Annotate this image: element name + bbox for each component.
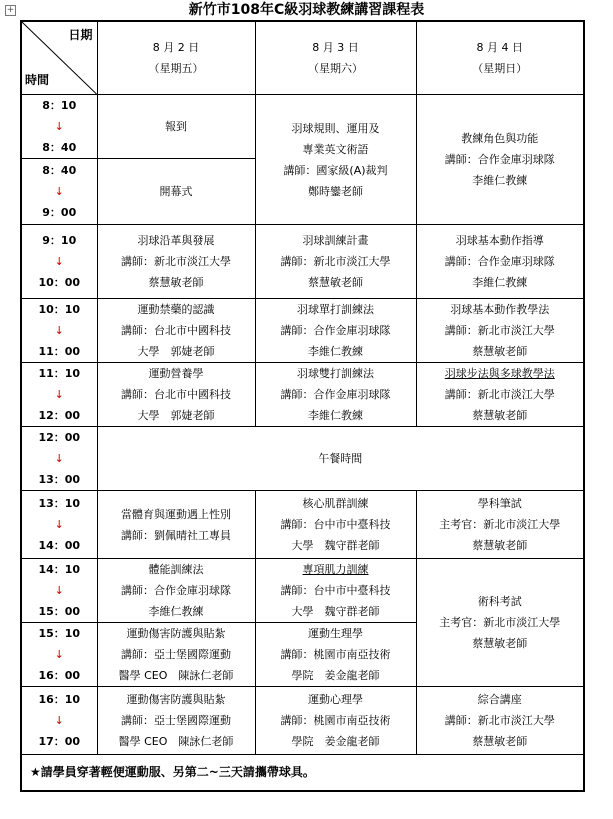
lunch-cell: 午餐時間 — [97, 427, 584, 491]
time-cell: 16：10 ↓ 17：00 — [21, 687, 97, 755]
session-cell: 羽球沿革與發展 講師：新北市淡江大學 蔡慧敏老師 — [97, 225, 255, 299]
time-cell: 8：10 ↓ 8：40 — [21, 95, 97, 159]
table-row — [21, 363, 584, 427]
session-cell: 教練角色與功能 講師：合作金庫羽球隊 李維仁教練 — [416, 95, 584, 225]
time-cell: 15：10 ↓ 16：00 — [21, 623, 97, 687]
day-header: 8 月 4 日 （星期日） — [416, 21, 584, 95]
table-row — [21, 687, 584, 755]
day-header: 8 月 2 日 （星期五） — [97, 21, 255, 95]
session-cell: 術科考試 主考官：新北市淡江大學 蔡慧敏老師 — [416, 559, 584, 687]
session-cell: 核心肌群訓練 講師：台中市中臺科技 大學 魏守群老師 — [255, 491, 416, 559]
table-row — [21, 491, 584, 559]
corner-day-label: 日期 — [68, 28, 93, 42]
session-cell: 運動心理學 講師：桃園市南亞技術 學院 姜金龍老師 — [255, 687, 416, 755]
schedule-table — [20, 20, 585, 792]
header-row — [21, 21, 584, 95]
session-cell: 羽球基本動作指導 講師：合作金庫羽球隊 李維仁教練 — [416, 225, 584, 299]
session-cell: 羽球雙打訓練法 講師：合作金庫羽球隊 李維仁教練 — [255, 363, 416, 427]
session-cell: 羽球步法與多球教學法 講師：新北市淡江大學 蔡慧敏老師 — [416, 363, 584, 427]
session-cell: 運動生理學 講師：桃園市南亞技術 學院 姜金龍老師 — [255, 623, 416, 687]
session-cell: 當體育與運動遇上性別 講師：劉佩晴社工專員 — [97, 491, 255, 559]
session-cell: 報到 — [97, 95, 255, 159]
time-cell: 10：10 ↓ 11：00 — [21, 299, 97, 363]
time-cell: 9：10 ↓ 10：00 — [21, 225, 97, 299]
session-cell: 運動傷害防護與貼紮 講師：亞士堡國際運動 醫學 CEO 陳詠仁老師 — [97, 623, 255, 687]
footer-note: ★請學員穿著輕便運動服、另第二~三天請攜帶球具。 — [21, 755, 584, 791]
session-cell: 學科筆試 主考官：新北市淡江大學 蔡慧敏老師 — [416, 491, 584, 559]
session-cell: 羽球基本動作教學法 講師：新北市淡江大學 蔡慧敏老師 — [416, 299, 584, 363]
session-cell: 羽球單打訓練法 講師：合作金庫羽球隊 李維仁教練 — [255, 299, 416, 363]
time-cell: 11：10 ↓ 12：00 — [21, 363, 97, 427]
table-row — [21, 225, 584, 299]
session-cell: 綜合講座 講師：新北市淡江大學 蔡慧敏老師 — [416, 687, 584, 755]
corner-cell — [21, 21, 97, 95]
time-cell: 14：10 ↓ 15：00 — [21, 559, 97, 623]
session-cell: 羽球訓練計畫 講師：新北市淡江大學 蔡慧敏老師 — [255, 225, 416, 299]
footer-row — [21, 755, 584, 791]
day-header: 8 月 3 日 （星期六） — [255, 21, 416, 95]
session-cell: 運動傷害防護與貼紮 講師：亞士堡國際運動 醫學 CEO 陳詠仁老師 — [97, 687, 255, 755]
table-row — [21, 559, 584, 623]
table-move-handle[interactable]: + — [6, 5, 15, 15]
time-cell: 8：40 ↓ 9：00 — [21, 159, 97, 225]
session-cell: 運動禁藥的認識 講師：台北市中國科技 大學 郭婕老師 — [97, 299, 255, 363]
corner-time-label: 時間 — [25, 73, 50, 87]
table-row — [21, 95, 584, 159]
time-cell: 13：10 ↓ 14：00 — [21, 491, 97, 559]
session-cell: 運動營養學 講師：台北市中國科技 大學 郭婕老師 — [97, 363, 255, 427]
table-row — [21, 299, 584, 363]
session-cell: 體能訓練法 講師：合作金庫羽球隊 李維仁教練 — [97, 559, 255, 623]
time-cell: 12：00 ↓ 13：00 — [21, 427, 97, 491]
session-cell: 羽球規則、運用及 專業英文術語 講師：國家級(A)裁判 鄭時鑾老師 — [255, 95, 416, 225]
session-cell: 開幕式 — [97, 159, 255, 225]
page-title: 新竹市108年C級羽球教練講習課程表 — [188, 2, 425, 18]
session-cell: 專項肌力訓練 講師：台中市中臺科技 大學 魏守群老師 — [255, 559, 416, 623]
table-row — [21, 427, 584, 491]
